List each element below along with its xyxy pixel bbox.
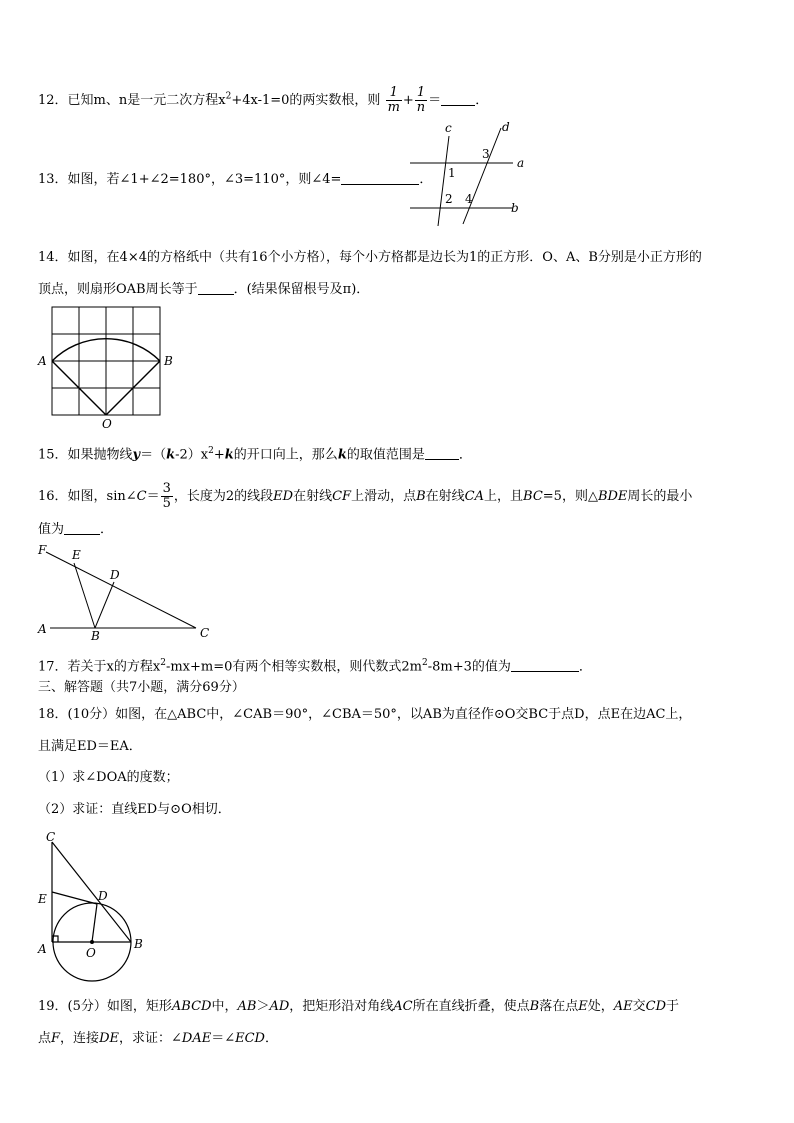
question-18-sub1: （1）求∠DOA的度数； (38, 770, 179, 785)
question-13: 13．如图，若∠1+∠2=180°，∠3=110°，则∠4= ． (38, 172, 433, 187)
question-16-line2: 值为 ． (38, 522, 114, 537)
angle-4: 4 (465, 192, 473, 206)
answer-blank-17[interactable] (511, 657, 579, 672)
angle-3: 3 (482, 147, 490, 161)
label-B: B (134, 937, 143, 951)
label-c: c (445, 121, 452, 135)
label-C: C (200, 626, 210, 640)
segment-OD (92, 904, 97, 942)
label-E: E (72, 548, 81, 562)
label-O: O (102, 417, 112, 431)
figure-q18-circle (36, 830, 156, 985)
question-15: 15．如果抛物线$y=(k-2)x^2+k$的开口向上，那么k的取值范围是 ． (38, 446, 472, 463)
question-19-line2: 点F，连接DE，求证：∠DAE＝∠ECD． (38, 1031, 278, 1046)
label-F: F (38, 543, 47, 557)
line-d (463, 128, 501, 224)
label-A: A (38, 622, 47, 636)
question-18-sub2: （2）求证：直线ED与⊙O相切． (38, 802, 231, 817)
question-18-line1: 18．(10分）如图，在△ABC中，∠CAB＝90°，∠CBA＝50°，以AB为直径作⊙O交BC于点D，点E在边AC上， (38, 707, 692, 722)
fraction-1-over-n: $\frac{1}{n}$ (416, 85, 426, 115)
label-D: D (98, 889, 108, 903)
angle-2: 2 (445, 192, 453, 206)
center-dot-O (90, 940, 94, 944)
question-14-line2: 顶点，则扇形OAB周长等于 ．(结果保留根号及π)． (38, 282, 370, 297)
question-17: 17．若关于x的方程$x^2-mx+m=0$有两个相等实数根，则代数式$2m^2-8m+3$的值为 ． (38, 658, 592, 675)
question-18-line2: 且满足ED＝EA． (38, 739, 142, 754)
label-b: b (511, 201, 519, 215)
section-3-heading: 三、解答题（共7小题，满分69分） (38, 680, 245, 695)
answer-blank-14[interactable] (198, 280, 234, 295)
segment-DB (95, 582, 114, 628)
label-B: B (164, 354, 173, 368)
label-A: A (38, 354, 47, 368)
question-12: 12．已知m、n是一元二次方程$x^2+4x-1=0$的两实数根，则 $\frac{1}{m}$ + $\frac{1}{n}$ ＝ ． (38, 85, 489, 115)
label-D: D (110, 568, 120, 582)
figure-q14-grid-sector (38, 305, 178, 430)
ray-CF (46, 552, 196, 628)
fraction-1-over-m: $\frac{1}{m}$ (387, 85, 400, 115)
label-d: d (502, 120, 510, 134)
label-B: B (91, 629, 100, 643)
question-16-line1: 16．如图，sin∠C＝ $\frac{3}{5}$ ，长度为2的线段ED在射线CF上滑动，点B在射线CA上，且BC=5，则△BDE周长的最小 (38, 481, 693, 511)
question-19-line1: 19．(5分）如图，矩形ABCD中，AB＞AD，把矩形沿对角线AC所在直线折叠，使点B落在点E处，AE交CD于 (38, 999, 680, 1014)
label-E: E (38, 892, 47, 906)
segment-CB (52, 842, 131, 942)
answer-blank-16[interactable] (64, 520, 100, 535)
label-a: a (517, 156, 525, 170)
angle-1: 1 (448, 166, 456, 180)
figure-q13-parallel-lines (405, 118, 535, 228)
question-14-line1: 14．如图，在4×4的方格纸中（共有16个小方格），每个小方格都是边长为1的正方形．O、A、B分别是小正方形的 (38, 250, 702, 265)
label-O: O (86, 946, 96, 960)
segment-EB (74, 563, 95, 628)
label-C: C (46, 830, 56, 844)
label-A: A (38, 942, 47, 956)
answer-blank-15[interactable] (425, 445, 459, 460)
segment-ED (52, 892, 97, 904)
figure-q16-triangle (36, 542, 221, 642)
fraction-3-over-5: $\frac{3}{5}$ (162, 481, 171, 511)
answer-blank-12[interactable] (441, 91, 475, 106)
line-c (438, 136, 449, 226)
